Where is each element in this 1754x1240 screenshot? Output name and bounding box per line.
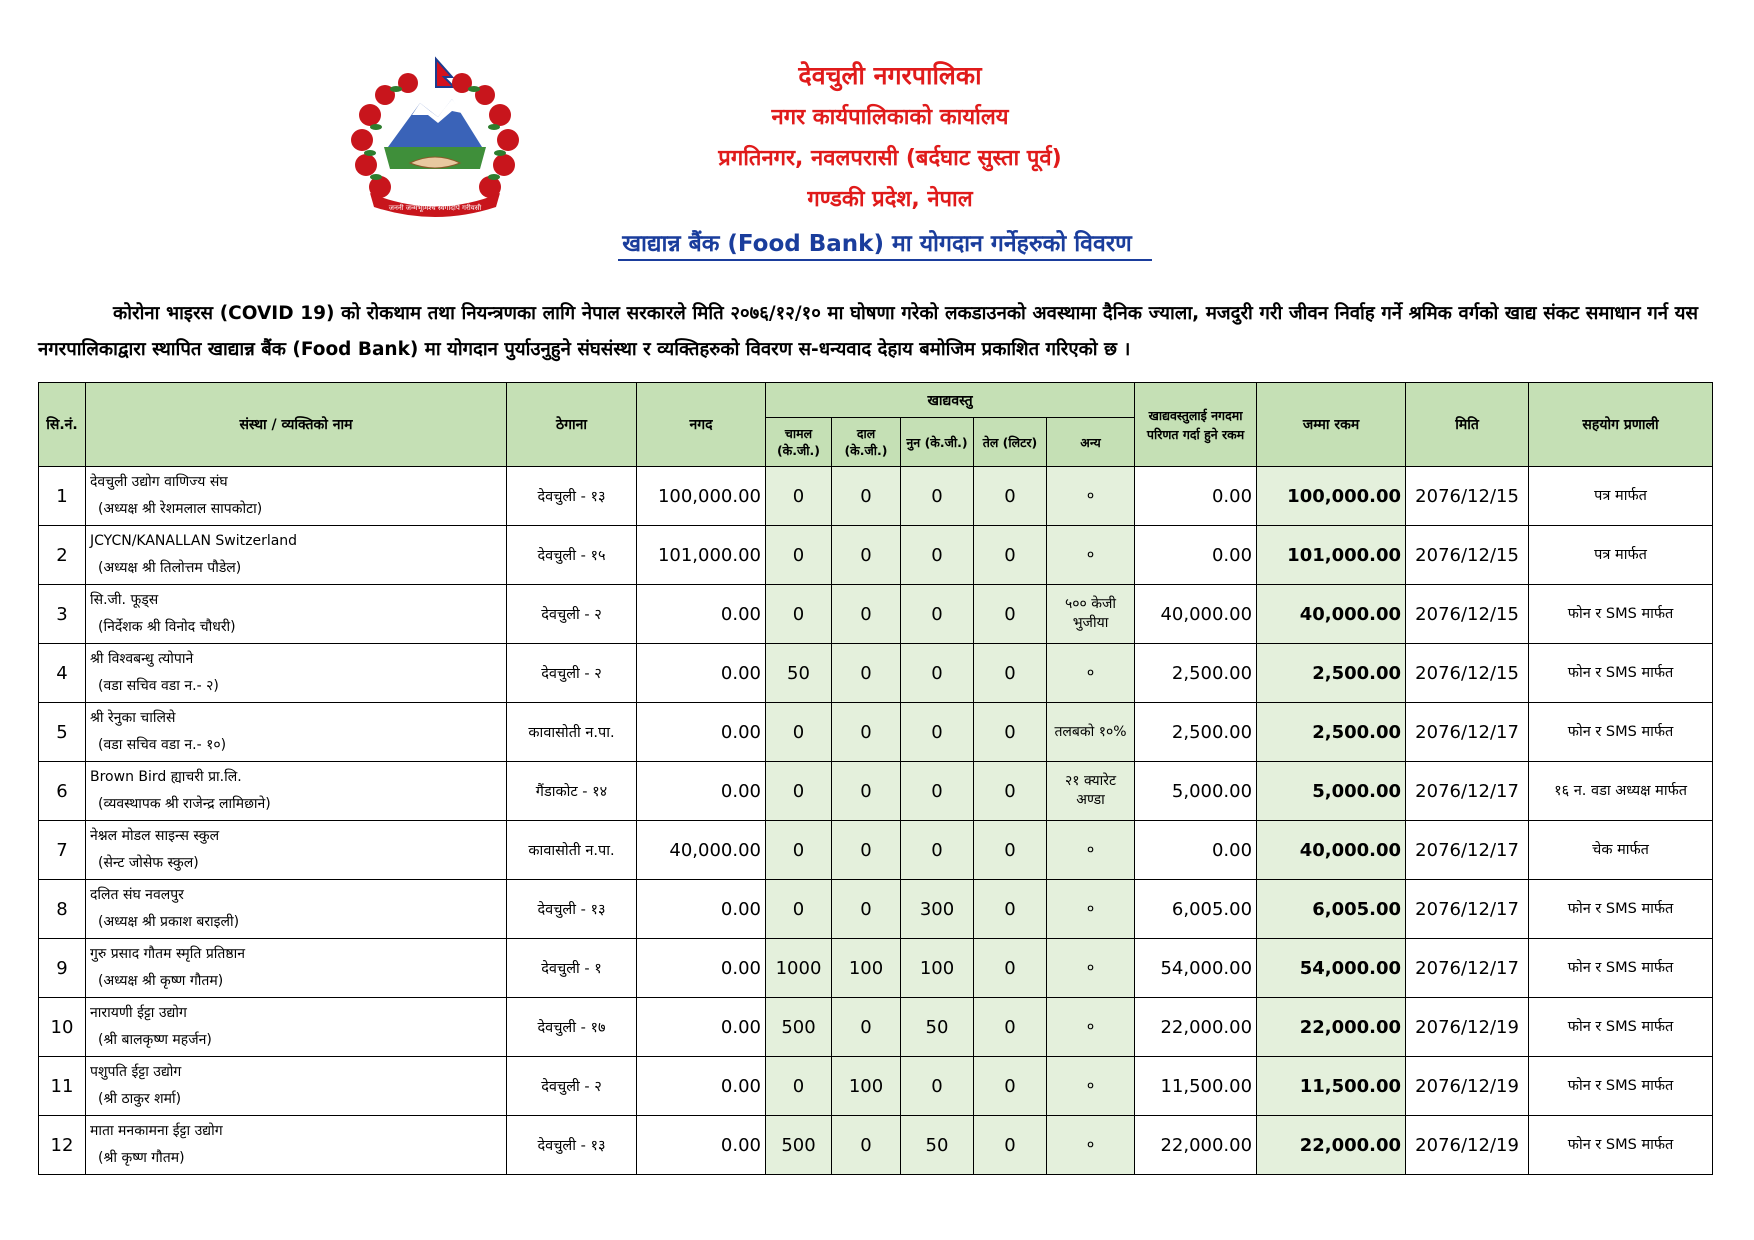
- header-other: अन्य: [1047, 418, 1135, 467]
- cell-converted: 2,500.00: [1135, 703, 1257, 762]
- cell-salt: 0: [901, 526, 974, 585]
- contributor-representative: (अध्यक्ष श्री प्रकाश बराइली): [98, 914, 240, 930]
- cell-date: 2076/12/19: [1406, 998, 1529, 1057]
- cell-name: [86, 1116, 507, 1175]
- table-row: [39, 1116, 1713, 1175]
- cell-oil: 0: [974, 880, 1047, 939]
- cell-converted: 40,000.00: [1135, 585, 1257, 644]
- cell-name: [86, 880, 507, 939]
- cell-converted: 5,000.00: [1135, 762, 1257, 821]
- cell-converted: 11,500.00: [1135, 1057, 1257, 1116]
- cell-dal: 0: [832, 585, 901, 644]
- cell-sn: 7: [39, 821, 86, 880]
- cell-converted: 22,000.00: [1135, 998, 1257, 1057]
- cell-other: ०: [1047, 644, 1135, 703]
- contributor-name: सि.जी. फूड्स: [90, 592, 159, 608]
- cell-salt: 0: [901, 644, 974, 703]
- cell-method: पत्र मार्फत: [1529, 467, 1713, 526]
- cell-salt: 100: [901, 939, 974, 998]
- contributor-representative: (वडा सचिव वडा न.- १०): [98, 737, 227, 753]
- cell-method: फोन र SMS मार्फत: [1529, 998, 1713, 1057]
- contributor-name: नेश्नल मोडल साइन्स स्कुल: [90, 828, 220, 844]
- cell-address: देवचुली - १३: [507, 880, 637, 939]
- contributor-name: Brown Bird ह्याचरी प्रा.लि.: [90, 769, 242, 785]
- cell-rice: 500: [766, 1116, 832, 1175]
- cell-total: 40,000.00: [1257, 585, 1406, 644]
- cell-method: चेक मार्फत: [1529, 821, 1713, 880]
- cell-other: ०: [1047, 467, 1135, 526]
- cell-sn: 8: [39, 880, 86, 939]
- office-name: नगर कार्यपालिकाको कार्यालय: [771, 105, 1009, 130]
- cell-total: 2,500.00: [1257, 703, 1406, 762]
- table-row: [39, 703, 1713, 762]
- cell-date: 2076/12/15: [1406, 526, 1529, 585]
- cell-method: पत्र मार्फत: [1529, 526, 1713, 585]
- table-row: [39, 821, 1713, 880]
- cell-cash: 0.00: [637, 998, 766, 1057]
- header-name: संस्था / व्यक्तिको नाम: [86, 383, 507, 467]
- province-country: गण्डकी प्रदेश, नेपाल: [807, 187, 973, 212]
- cell-dal: 0: [832, 644, 901, 703]
- cell-cash: 0.00: [637, 644, 766, 703]
- contributor-representative: (वडा सचिव वडा न.- २): [98, 678, 219, 694]
- header-oil: तेल (लिटर): [974, 418, 1047, 467]
- table-row: [39, 467, 1713, 526]
- cell-date: 2076/12/17: [1406, 880, 1529, 939]
- cell-salt: 300: [901, 880, 974, 939]
- cell-address: देवचुली - १३: [507, 467, 637, 526]
- cell-total: 40,000.00: [1257, 821, 1406, 880]
- cell-address: गैंडाकोट - १४: [507, 762, 637, 821]
- cell-rice: 0: [766, 467, 832, 526]
- cell-address: देवचुली - १५: [507, 526, 637, 585]
- cell-date: 2076/12/17: [1406, 762, 1529, 821]
- contributor-name: नारायणी ईट्टा उद्योग: [90, 1005, 187, 1021]
- cell-name: [86, 644, 507, 703]
- cell-name: [86, 526, 507, 585]
- cell-sn: 2: [39, 526, 86, 585]
- cell-cash: 0.00: [637, 703, 766, 762]
- cell-converted: 0.00: [1135, 821, 1257, 880]
- header-rice: चामल (के.जी.): [766, 418, 832, 467]
- contributor-name: देवचुली उद्योग वाणिज्य संघ: [90, 474, 228, 490]
- cell-converted: 54,000.00: [1135, 939, 1257, 998]
- cell-address: देवचुली - २: [507, 644, 637, 703]
- cell-method: फोन र SMS मार्फत: [1529, 703, 1713, 762]
- cell-other: तलबको १०%: [1047, 703, 1135, 762]
- header-sn: सि.नं.: [39, 383, 86, 467]
- cell-date: 2076/12/15: [1406, 585, 1529, 644]
- cell-date: 2076/12/17: [1406, 703, 1529, 762]
- cell-rice: 0: [766, 703, 832, 762]
- cell-name: [86, 821, 507, 880]
- cell-address: कावासोती न.पा.: [507, 821, 637, 880]
- cell-converted: 6,005.00: [1135, 880, 1257, 939]
- table-row: [39, 939, 1713, 998]
- cell-total: 22,000.00: [1257, 1116, 1406, 1175]
- cell-dal: 100: [832, 1057, 901, 1116]
- cell-name: [86, 998, 507, 1057]
- cell-sn: 9: [39, 939, 86, 998]
- cell-other: ०: [1047, 1057, 1135, 1116]
- cell-converted: 22,000.00: [1135, 1116, 1257, 1175]
- contributor-name: श्री रेनुका चालिसे: [90, 710, 176, 726]
- cell-salt: 0: [901, 821, 974, 880]
- cell-total: 100,000.00: [1257, 467, 1406, 526]
- cell-oil: 0: [974, 703, 1047, 762]
- municipality-name: देवचुली नगरपालिका: [798, 61, 982, 90]
- cell-sn: 3: [39, 585, 86, 644]
- contributor-representative: (अध्यक्ष श्री रेशमलाल सापकोटा): [98, 501, 263, 517]
- cell-dal: 0: [832, 703, 901, 762]
- cell-method: १६ न. वडा अध्यक्ष मार्फत: [1529, 762, 1713, 821]
- cell-rice: 0: [766, 526, 832, 585]
- cell-date: 2076/12/15: [1406, 644, 1529, 703]
- nepal-emblem-logo: [340, 55, 530, 225]
- cell-method: फोन र SMS मार्फत: [1529, 644, 1713, 703]
- cell-sn: 6: [39, 762, 86, 821]
- cell-salt: 0: [901, 703, 974, 762]
- contributor-name: श्री विश्वबन्धु त्योपाने: [90, 651, 194, 667]
- cell-total: 6,005.00: [1257, 880, 1406, 939]
- table-row: [39, 585, 1713, 644]
- cell-salt: 0: [901, 467, 974, 526]
- cell-name: [86, 467, 507, 526]
- emblem-motto: जननी जन्मभूमिश्च स्वर्गादपि गरीयसी: [388, 204, 482, 212]
- table-row: [39, 880, 1713, 939]
- contributor-name: JCYCN/KANALLAN Switzerland: [90, 533, 298, 549]
- cell-oil: 0: [974, 998, 1047, 1057]
- cell-dal: 0: [832, 467, 901, 526]
- document-title: [555, 226, 1215, 258]
- cell-address: देवचुली - २: [507, 1057, 637, 1116]
- contributor-name: दलित संघ नवलपुर: [90, 887, 184, 903]
- cell-method: फोन र SMS मार्फत: [1529, 880, 1713, 939]
- cell-sn: 10: [39, 998, 86, 1057]
- cell-rice: 0: [766, 880, 832, 939]
- cell-cash: 0.00: [637, 585, 766, 644]
- cell-other: ०: [1047, 526, 1135, 585]
- cell-sn: 4: [39, 644, 86, 703]
- cell-method: फोन र SMS मार्फत: [1529, 1057, 1713, 1116]
- cell-name: [86, 703, 507, 762]
- cell-address: देवचुली - १: [507, 939, 637, 998]
- cell-rice: 0: [766, 762, 832, 821]
- cell-oil: 0: [974, 467, 1047, 526]
- cell-total: 22,000.00: [1257, 998, 1406, 1057]
- table-body: [39, 467, 1713, 1175]
- cell-oil: 0: [974, 1057, 1047, 1116]
- cell-salt: 50: [901, 1116, 974, 1175]
- cell-date: 2076/12/19: [1406, 1057, 1529, 1116]
- document-title-text: खाद्यान्न बैंक (Food Bank) मा योगदान गर्नेहरुको विवरण: [618, 231, 1152, 261]
- contributor-representative: (श्री बालकृष्ण महर्जन): [98, 1032, 212, 1048]
- cell-dal: 0: [832, 821, 901, 880]
- office-address: प्रगतिनगर, नवलपरासी (बर्दघाट सुस्ता पूर्व): [718, 146, 1062, 171]
- cell-total: 2,500.00: [1257, 644, 1406, 703]
- cell-date: 2076/12/17: [1406, 939, 1529, 998]
- contributor-representative: (अध्यक्ष श्री कृष्ण गौतम): [98, 973, 224, 989]
- contributor-representative: (निर्देशक श्री विनोद चौधरी): [98, 619, 236, 635]
- cell-cash: 101,000.00: [637, 526, 766, 585]
- cell-rice: 50: [766, 644, 832, 703]
- cell-total: 11,500.00: [1257, 1057, 1406, 1116]
- cell-sn: 5: [39, 703, 86, 762]
- cell-rice: 1000: [766, 939, 832, 998]
- cell-name: [86, 939, 507, 998]
- contributor-representative: (श्री कृष्ण गौतम): [98, 1150, 185, 1166]
- table-row: [39, 998, 1713, 1057]
- cell-dal: 100: [832, 939, 901, 998]
- contributor-representative: (सेन्ट जोसेफ स्कुल): [98, 855, 199, 871]
- contributor-name: पशुपति ईट्टा उद्योग: [90, 1064, 182, 1080]
- cell-dal: 0: [832, 998, 901, 1057]
- cell-other: ०: [1047, 939, 1135, 998]
- cell-sn: 12: [39, 1116, 86, 1175]
- contributors-table: [38, 382, 1713, 1175]
- cell-date: 2076/12/17: [1406, 821, 1529, 880]
- cell-address: देवचुली - १७: [507, 998, 637, 1057]
- cell-salt: 50: [901, 998, 974, 1057]
- cell-other: ०: [1047, 880, 1135, 939]
- table-row: [39, 762, 1713, 821]
- cell-cash: 100,000.00: [637, 467, 766, 526]
- cell-method: फोन र SMS मार्फत: [1529, 939, 1713, 998]
- header-cash: नगद: [637, 383, 766, 467]
- cell-name: [86, 762, 507, 821]
- contributor-representative: (अध्यक्ष श्री तिलोत्तम पौडेल): [98, 560, 242, 576]
- cell-rice: 500: [766, 998, 832, 1057]
- header-total: जम्मा रकम: [1257, 383, 1406, 467]
- contributor-name: गुरु प्रसाद गौतम स्मृति प्रतिष्ठान: [90, 946, 246, 962]
- cell-sn: 1: [39, 467, 86, 526]
- contributor-name: माता मनकामना ईट्टा उद्योग: [90, 1123, 223, 1139]
- cell-total: 101,000.00: [1257, 526, 1406, 585]
- cell-address: देवचुली - २: [507, 585, 637, 644]
- header-address: ठेगाना: [507, 383, 637, 467]
- cell-oil: 0: [974, 939, 1047, 998]
- cell-oil: 0: [974, 821, 1047, 880]
- cell-dal: 0: [832, 1116, 901, 1175]
- cell-oil: 0: [974, 585, 1047, 644]
- cell-cash: 0.00: [637, 1116, 766, 1175]
- cell-converted: 0.00: [1135, 526, 1257, 585]
- cell-dal: 0: [832, 880, 901, 939]
- contributor-representative: (व्यवस्थापक श्री राजेन्द्र लामिछाने): [98, 796, 271, 812]
- contributor-representative: (श्री ठाकुर शर्मा): [98, 1091, 182, 1107]
- cell-cash: 40,000.00: [637, 821, 766, 880]
- cell-name: [86, 1057, 507, 1116]
- table-row: [39, 526, 1713, 585]
- cell-rice: 0: [766, 821, 832, 880]
- header-date: मिति: [1406, 383, 1529, 467]
- cell-date: 2076/12/19: [1406, 1116, 1529, 1175]
- header-salt: नुन (के.जी.): [901, 418, 974, 467]
- cell-method: फोन र SMS मार्फत: [1529, 585, 1713, 644]
- table-row: [39, 1057, 1713, 1116]
- intro-paragraph: कोरोना भाइरस (COVID 19) को रोकथाम तथा नियन्त्रणका लागि नेपाल सरकारले मिति २०७६/१२/१० मा घोषणा गरेको लकडाउनको अवस्थामा दैनिक ज्याला, मजदुरी गरी जीवन निर्वाह गर्ने श्रमिक वर्गको खाद्य संकट समाधान गर्न यस नगरपालिकाद्वारा स्थापित खाद्यान्न बैंक (Food Bank) मा योगदान पुर्याउनुहुने संघसंस्था र व्यक्तिहरुको विवरण स-धन्यवाद देहाय बमोजिम प्रकाशित गरिएको छ ।: [38, 302, 1698, 360]
- cell-other: २१ क्यारेट अण्डा: [1047, 762, 1135, 821]
- cell-rice: 0: [766, 585, 832, 644]
- cell-total: 5,000.00: [1257, 762, 1406, 821]
- cell-other: ०: [1047, 1116, 1135, 1175]
- cell-sn: 11: [39, 1057, 86, 1116]
- header-converted: खाद्यवस्तुलाई नगदमा परिणत गर्दा हुने रकम: [1135, 383, 1257, 467]
- cell-converted: 2,500.00: [1135, 644, 1257, 703]
- cell-salt: 0: [901, 1057, 974, 1116]
- cell-cash: 0.00: [637, 1057, 766, 1116]
- cell-name: [86, 585, 507, 644]
- cell-address: देवचुली - १३: [507, 1116, 637, 1175]
- cell-cash: 0.00: [637, 880, 766, 939]
- cell-other: ०: [1047, 821, 1135, 880]
- table-row: [39, 644, 1713, 703]
- cell-total: 54,000.00: [1257, 939, 1406, 998]
- cell-method: फोन र SMS मार्फत: [1529, 1116, 1713, 1175]
- cell-rice: 0: [766, 1057, 832, 1116]
- cell-oil: 0: [974, 1116, 1047, 1175]
- cell-oil: 0: [974, 526, 1047, 585]
- cell-cash: 0.00: [637, 939, 766, 998]
- header-dal: दाल (के.जी.): [832, 418, 901, 467]
- cell-date: 2076/12/15: [1406, 467, 1529, 526]
- cell-dal: 0: [832, 526, 901, 585]
- header-method: सहयोग प्रणाली: [1529, 383, 1713, 467]
- cell-dal: 0: [832, 762, 901, 821]
- cell-oil: 0: [974, 644, 1047, 703]
- cell-oil: 0: [974, 762, 1047, 821]
- cell-salt: 0: [901, 585, 974, 644]
- cell-converted: 0.00: [1135, 467, 1257, 526]
- header-food: खाद्यवस्तु: [766, 383, 1135, 418]
- cell-address: कावासोती न.पा.: [507, 703, 637, 762]
- cell-other: ५०० केजी भुजीया: [1047, 585, 1135, 644]
- cell-salt: 0: [901, 762, 974, 821]
- cell-other: ०: [1047, 998, 1135, 1057]
- cell-cash: 0.00: [637, 762, 766, 821]
